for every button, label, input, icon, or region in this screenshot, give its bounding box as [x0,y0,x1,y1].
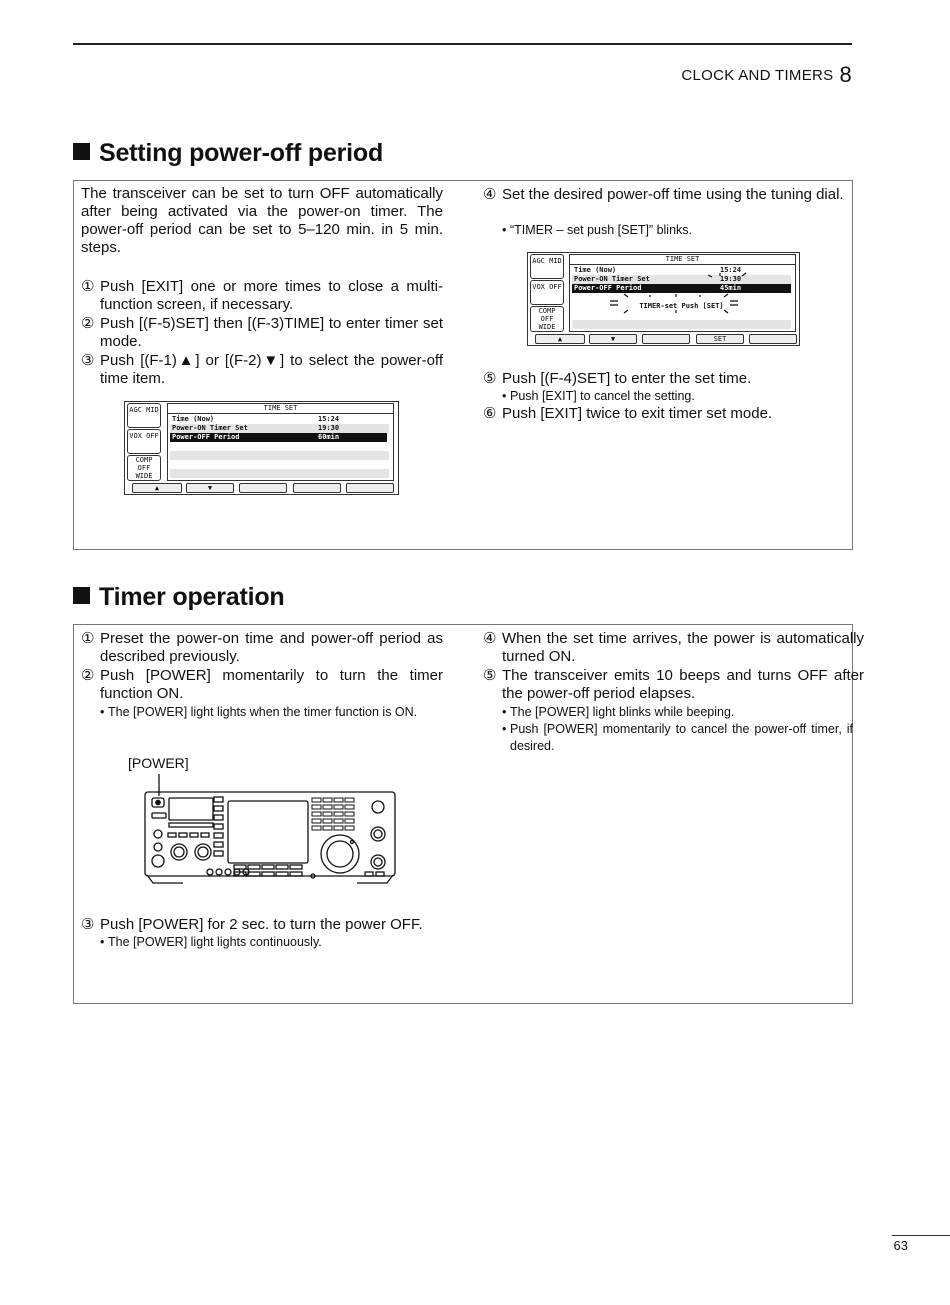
function-key-bar [530,334,797,343]
agc-button: AGC MID [127,403,161,428]
timer-step-2-note: • The [POWER] light lights when the timer function is ON. [100,705,418,719]
step-3: ③ Push [(F-1)▲] or [(F-2)▼] to select the power-off time item. [81,352,443,387]
step-1: ① Push [EXIT] one or more times to close a multi-function screen, if necessary. [81,278,443,313]
f2-down-key: ▼ [589,334,637,344]
chapter-number: 8 [839,62,852,87]
timer-step-5-note-1: • The [POWER] light blinks while beeping. [502,705,735,719]
transceiver-illustration [140,772,400,887]
f1-up-key: ▲ [132,483,182,493]
lcd-display [167,403,394,481]
timer-step-5: ⑤ The transceiver emits 10 beeps and turns OFF after the power-off period elapses. [483,667,864,702]
vox-button: VOX OFF [127,429,161,454]
lcd-screen-time-set-2 [527,252,800,346]
timer-step-5-note-2: • Push [POWER] momentarily to cancel the power-off timer, if desired. [502,722,853,753]
square-bullet-icon [73,587,90,604]
section1-intro: The transceiver can be set to turn OFF automatically after being activated via the power-on timer. The power-off period can be set to 5–120 min. in 5 min. steps. [81,185,443,256]
header-rule [73,43,852,45]
lcd-row-empty [170,451,389,460]
page-number-rule [892,1235,950,1236]
lcd-title: TIME SET [168,404,393,414]
chapter-title: CLOCK AND TIMERS [681,67,834,84]
blink-marks-icon [570,255,795,331]
lcd-row-power-off: Power-OFF Period 45min [572,284,791,293]
step-4-note: • “TIMER – set push [SET]” blinks. [502,223,692,237]
comp-button: COMP OFF WIDE [127,455,161,481]
section-title-power-off: Setting power-off period [73,139,383,168]
f4-set-key: SET [696,334,744,344]
vox-button: VOX OFF [530,280,564,305]
step-4: ④ Set the desired power-off time using the tuning dial. [483,186,844,203]
agc-button: AGC MID [530,254,564,279]
f3-key [642,334,690,344]
step-5-note: • Push [EXIT] to cancel the setting. [502,389,695,403]
lcd-row-power-off: Power-OFF Period 60min [170,433,387,442]
timer-step-3-note: • The [POWER] light lights continuously. [100,935,322,949]
timer-step-1: ① Preset the power-on time and power-off period as described previously. [81,630,443,665]
step-2: ② Push [(F-5)SET] then [(F-3)TIME] to enter timer set mode. [81,315,443,350]
function-key-bar [127,483,396,492]
comp-button: COMP OFF WIDE [530,306,564,332]
section-title-timer-operation: Timer operation [73,583,284,612]
timer-step-2: ② Push [POWER] momentarily to turn the timer function ON. [81,667,443,702]
lcd-screen-time-set-1 [124,401,399,495]
square-bullet-icon [73,143,90,160]
lcd-row-power-on: Power-ON Timer Set 19:30 [170,424,389,433]
lcd-row-empty [170,469,389,478]
chapter-header [681,60,852,86]
timer-step-4: ④ When the set time arrives, the power is automatically turned ON. [483,630,864,665]
step-5: ⑤ Push [(F-4)SET] to enter the set time. [483,370,752,387]
f3-key [239,483,287,493]
lcd-blinking-message: TIMER-set Push [SET] [639,302,724,310]
lcd-row-time-now: Time (Now) 15:24 [574,266,742,274]
page-number: 63 [893,1238,908,1253]
f1-up-key: ▲ [535,334,585,344]
f4-key [293,483,341,493]
lcd-display [569,254,796,332]
f5-key [749,334,797,344]
lcd-row-time-now: Time (Now) 15:24 [172,415,340,423]
step-6: ⑥ Push [EXIT] twice to exit timer set mode. [483,405,773,422]
lcd-title: TIME SET [570,255,795,265]
lcd-row-power-on: Power-ON Timer Set 19:30 [572,275,791,284]
f2-down-key: ▼ [186,483,234,493]
f5-key [346,483,394,493]
power-label: [POWER] [128,755,189,771]
timer-step-3: ③ Push [POWER] for 2 sec. to turn the power OFF. [81,916,423,933]
